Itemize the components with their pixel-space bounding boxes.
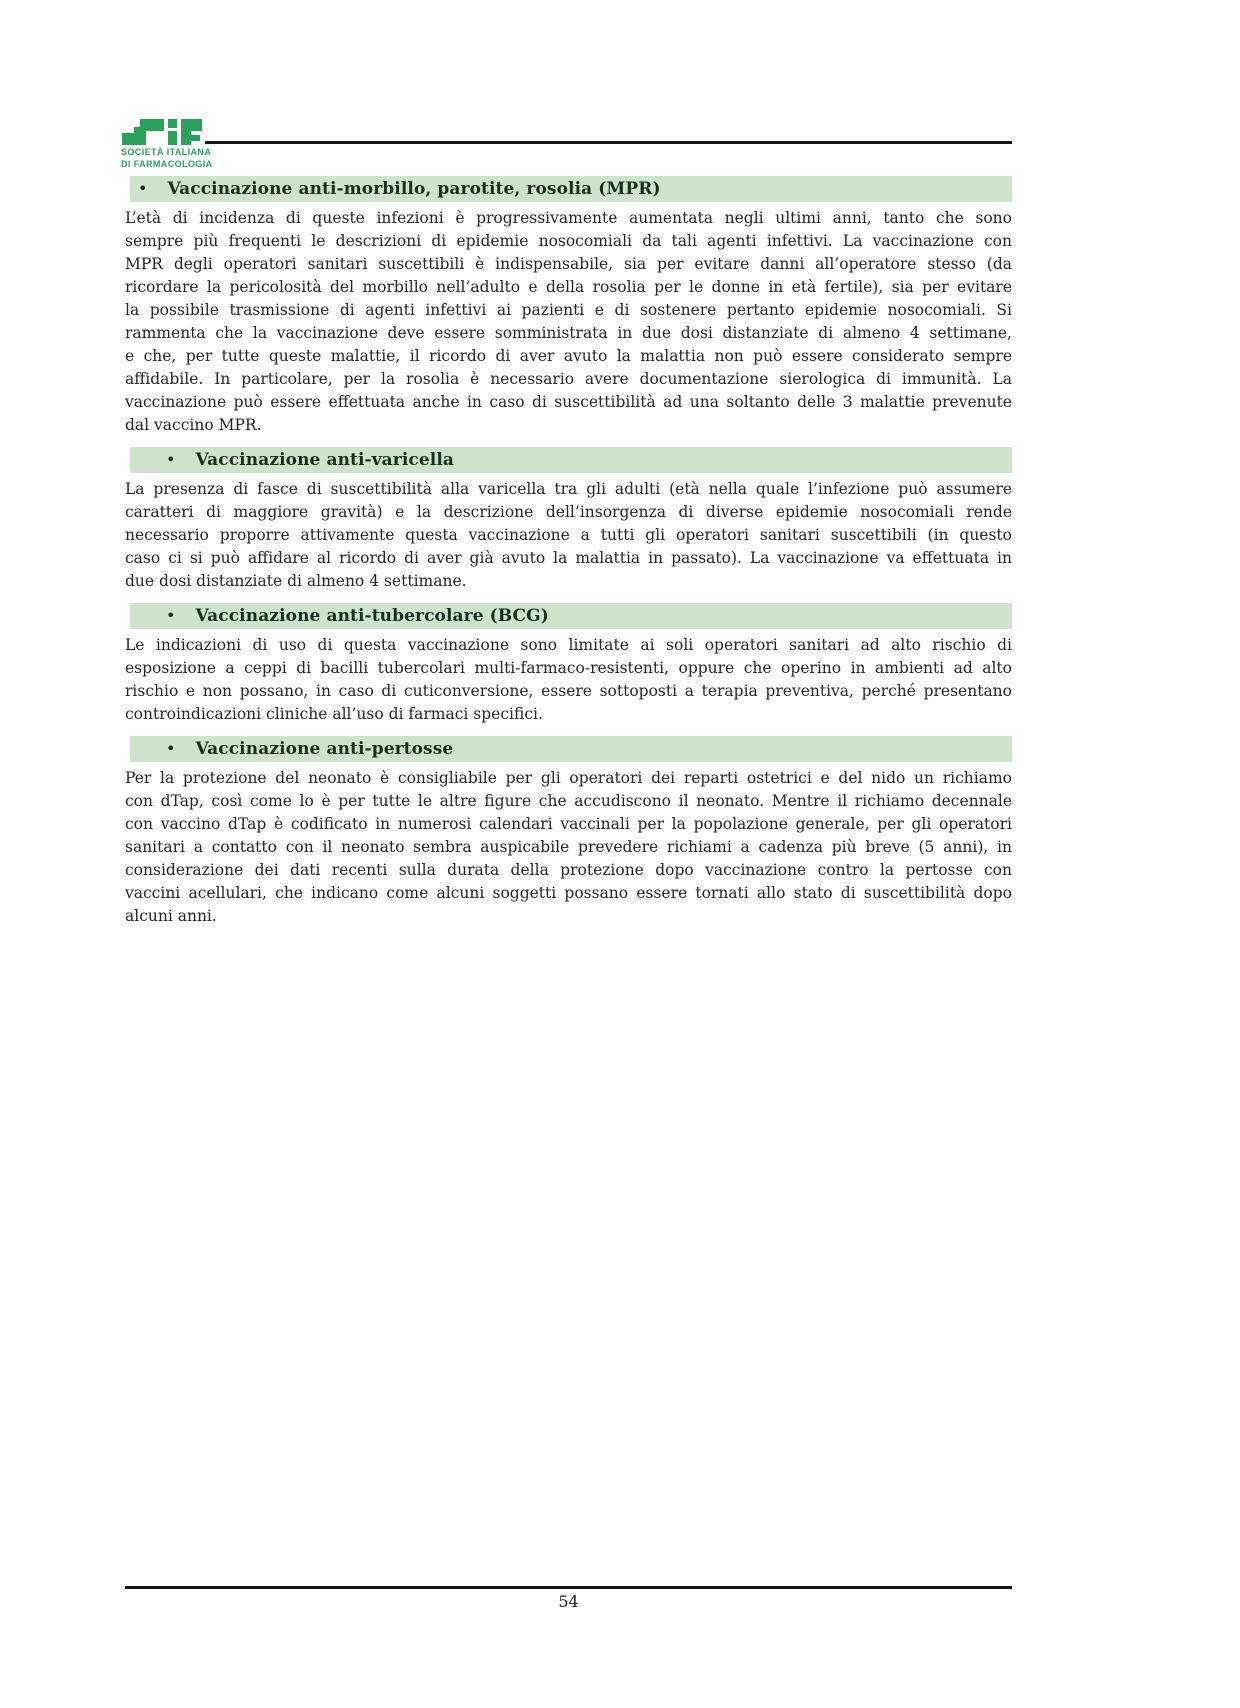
section-paragraph [125, 634, 1012, 726]
body-text-line: considerazione dei dati recenti sulla durata della protezione dopo vaccinazione contro la pertosse con [125, 861, 1012, 879]
body-text-line: caso ci si può affidare al ricordo di aver già avuto la malattia in passato). La vaccinazione va effettuata in [125, 549, 1012, 567]
body-text-line: necessario proporre attivamente questa vaccinazione a tutti gli operatori sanitari suscettibili (in questo [125, 526, 1012, 544]
body-text-line: vaccinazione può essere effettuata anche in caso di suscettibilità ad una soltanto delle 3 malattie prevenute [125, 393, 1012, 411]
body-text-line: Per la protezione del neonato è consigliabile per gli operatori dei reparti ostetrici e del nido un richiamo [125, 769, 1012, 787]
bullet-icon: • [138, 179, 148, 198]
body-text-line: sanitari a contatto con il neonato sembra auspicabile prevedere richiami a cadenza più breve (5 anni), in [125, 838, 1012, 856]
vaccination-section [125, 736, 1012, 928]
body-text-line: e che, per tutte queste malattie, il ricordo di aver avuto la malattia non può essere considerato sempre [125, 347, 1012, 365]
body-text-line: Le indicazioni di uso di questa vaccinazione sono limitate ai soli operatori sanitari ad alto rischio di [125, 636, 1012, 654]
body-text-line: MPR degli operatori sanitari suscettibili è indispensabile, sia per evitare danni all’operatore stesso (da [125, 255, 1012, 273]
vaccination-section [125, 603, 1012, 726]
sif-logo [121, 118, 213, 169]
section-header-bar [130, 176, 1012, 202]
section-title: Vaccinazione anti-tubercolare (BCG) [195, 606, 549, 626]
section-paragraph [125, 207, 1012, 437]
sections-container [125, 176, 1012, 928]
section-header-bar [130, 447, 1012, 473]
body-text-line: rammenta che la vaccinazione deve essere somministrata in due dosi distanziate di almeno 4 settimane, [125, 324, 1012, 342]
section-title: Vaccinazione anti-varicella [195, 450, 455, 470]
body-text-line: ricordare la pericolosità del morbillo nell’adulto e della rosolia per le donne in età fertile), sia per evitare [125, 278, 1012, 296]
page-footer [125, 1586, 1012, 1611]
body-text-line: La presenza di fasce di suscettibilità alla varicella tra gli adulti (età nella quale l’infezione può assumere [125, 480, 1012, 498]
bullet-icon: • [166, 606, 176, 625]
body-text-line: controindicazioni cliniche all’uso di farmaci specifici. [125, 705, 543, 723]
body-text-line: alcuni anni. [125, 907, 217, 925]
section-title: Vaccinazione anti-pertosse [195, 739, 454, 759]
page-header [121, 112, 1012, 169]
section-header-bar [130, 736, 1012, 762]
section-paragraph [125, 767, 1012, 928]
sif-logo-icon [121, 118, 203, 146]
body-text-line: caratteri di maggiore gravità) e la descrizione dell’insorgenza di diverse epidemie nosocomiali rende [125, 503, 1012, 521]
body-text-line: la possibile trasmissione di agenti infettivi ai pazienti e di sostenere pertanto epidemie nosocomiali. Si [125, 301, 1012, 319]
body-text-line: dal vaccino MPR. [125, 416, 262, 434]
body-text-line: rischio e non possano, in caso di cuticonversione, essere sottoposti a terapia preventiva, perché presentano [125, 682, 1012, 700]
body-text-line: con dTap, così come lo è per tutte le altre figure che accudiscono il neonato. Mentre il richiamo decennale [125, 792, 1012, 810]
body-text-line: vaccini acellulari, che indicano come alcuni soggetti possano essere tornati allo stato di suscettibilità dopo [125, 884, 1012, 902]
logo-caption-line2: DI FARMACOLOGIA [121, 158, 213, 169]
body-text-line: due dosi distanziate di almeno 4 settimane. [125, 572, 467, 590]
footer-rule [125, 1586, 1012, 1589]
content-column [121, 112, 1012, 928]
bullet-icon: • [166, 739, 176, 758]
page-number: 54 [558, 1592, 579, 1611]
body-text-line: con vaccino dTap è codificato in numerosi calendari vaccinali per la popolazione generale, per gli operatori [125, 815, 1012, 833]
section-paragraph [125, 478, 1012, 593]
logo-caption-line1: SOCIETÀ ITALIANA [121, 147, 212, 157]
vaccination-section [125, 176, 1012, 437]
section-header-bar [130, 603, 1012, 629]
body-text-line: L’età di incidenza di queste infezioni è progressivamente aumentata negli ultimi anni, tanto che sono [125, 209, 1012, 227]
header-rule [205, 141, 1012, 144]
body-text-line: affidabile. In particolare, per la rosolia è necessario avere documentazione sierologica di immunità. La [125, 370, 1012, 388]
section-title: Vaccinazione anti-morbillo, parotite, rosolia (MPR) [167, 179, 661, 199]
bullet-icon: • [166, 450, 176, 469]
body-text-line: sempre più frequenti le descrizioni di epidemie nosocomiali da tali agenti infettivi. La vaccinazione con [125, 232, 1012, 250]
vaccination-section [125, 447, 1012, 593]
body-text-line: esposizione a ceppi di bacilli tubercolari multi-farmaco-resistenti, oppure che operino in ambienti ad alto [125, 659, 1012, 677]
